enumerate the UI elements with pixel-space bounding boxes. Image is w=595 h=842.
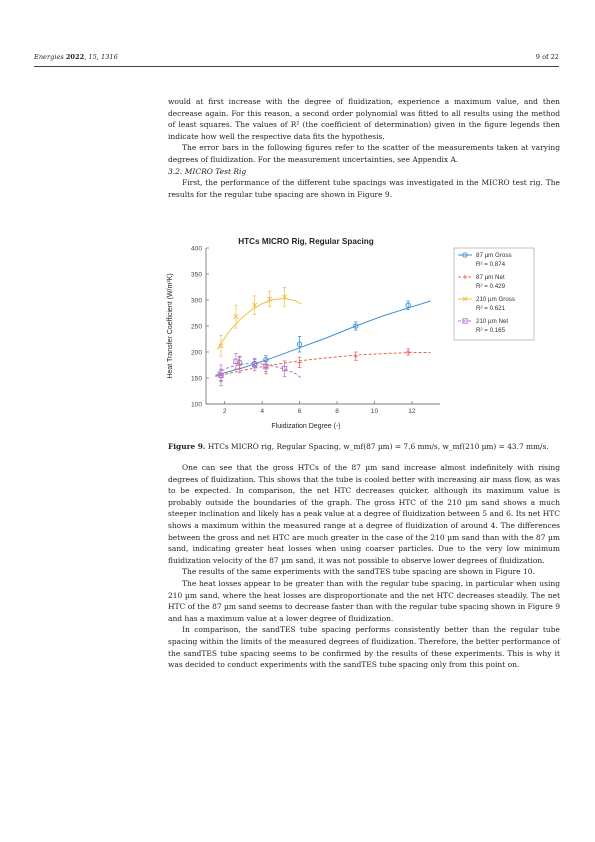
legend-r2: R² = 0.874 bbox=[476, 261, 506, 268]
journal-name: Energies bbox=[34, 53, 64, 61]
x-tick-label: 8 bbox=[335, 408, 339, 415]
legend-series-name: 87 µm Net bbox=[476, 274, 505, 281]
fit-line bbox=[215, 301, 430, 375]
legend-series-name: 210 µm Gross bbox=[476, 296, 515, 303]
journal-citation: Energies 2022, 15, 1316 bbox=[34, 53, 118, 61]
legend-series-name: 87 µm Gross bbox=[476, 252, 512, 259]
page-header bbox=[34, 53, 559, 65]
y-tick-label: 100 bbox=[190, 401, 202, 409]
fit-line bbox=[215, 353, 430, 377]
figure-label: Figure 9. bbox=[168, 442, 206, 451]
body-text-top bbox=[168, 96, 560, 200]
paragraph: First, the performance of the different tube spacings was investigated in the MICRO test rig. The results for the regular tube spacing are shown in Figure 9. bbox=[168, 178, 560, 199]
plot-area bbox=[191, 245, 440, 415]
y-tick-label: 150 bbox=[190, 375, 202, 383]
figure-caption bbox=[168, 442, 560, 452]
y-tick-label: 350 bbox=[190, 271, 202, 279]
data-point bbox=[354, 354, 358, 358]
page-number: 9 of 22 bbox=[535, 53, 559, 61]
paragraph: One can see that the gross HTCs of the 87 µm sand increase almost indefinitely with rising degrees of fluidization. This shows that the tube is cooled better with increasing air mass flow, as was to be expected. In comparison, the net HTC decreases quicker, although its maximum value is probably outside the boundaries of the graph. The gross HTC of the 210 µm sand shows a much steeper inclination and likely has a peak value at a degree of fluidization between 5 and 6. Its net HTC shows a maximum within the measured range at a degree of fluidization of around 4. The differences between the gross and net HTC are much greater in the case of the 210 µm sand than with the 87 µm sand, indicating greater heat losses when using coarser particles. Due to the very low minimum fluidization velocity of the 87 µm sand, it was not possible to observe lower degrees of fluidization. bbox=[168, 463, 560, 565]
figure-9 bbox=[160, 232, 570, 432]
paragraph: The heat losses appear to be greater than with the regular tube spacing, in particular when using 210 µm sand, where the heat losses are disproportionate and the net HTC decreases steadily. The net HTC of the 87 µm sand seems to decrease faster than with the regular tube spacing shown in Figure 9 and has a maximum value at a lower degree of fluidization. bbox=[168, 578, 560, 623]
chart-legend bbox=[454, 248, 534, 340]
y-axis-label: Heat Transfer Coefficient (W/m²K) bbox=[167, 273, 174, 379]
fit-line bbox=[217, 298, 301, 349]
data-point bbox=[406, 350, 410, 354]
paragraph: would at first increase with the degree of fluidization, experience a maximum value, and then decrease again. For this reason, a second order polynomial was fitted to all results using the method of least squares. The values of R² (the coefficient of determination) given in the figure legends then indicate how well the respective data fits the hypothesis. bbox=[168, 97, 560, 141]
y-tick-label: 400 bbox=[190, 245, 202, 253]
legend-r2: R² = 0.429 bbox=[476, 283, 506, 290]
journal-volume: 15 bbox=[88, 53, 97, 61]
y-tick-label: 300 bbox=[190, 297, 202, 305]
body-text-bottom bbox=[168, 462, 560, 671]
paragraph bbox=[168, 142, 560, 165]
x-axis-label: Fluidization Degree (-) bbox=[271, 423, 341, 430]
x-tick-label: 4 bbox=[260, 408, 264, 415]
y-tick-label: 200 bbox=[190, 349, 202, 357]
x-tick-label: 10 bbox=[370, 408, 379, 415]
journal-year: 2022 bbox=[65, 53, 85, 61]
legend-series-name: 210 µm Net bbox=[476, 318, 509, 325]
legend-r2: R² = 0.621 bbox=[476, 305, 506, 312]
fit-line bbox=[217, 363, 301, 378]
paragraph: In comparison, the sandTES tube spacing performs consistently better than the regular tube spacing within the limits of the measured degrees of fluidization. Therefore, the better performance of the sandTES tube spacing seems to be confirmed by the results of these experiments. This is why it was decided to conduct experiments with the sandTES tube spacing only from this point on. bbox=[168, 625, 560, 670]
htc-chart bbox=[160, 232, 570, 432]
figure-caption-text: HTCs MICRO rig, Regular Spacing, w_mf(87 µm) = 7.6 mm/s, w_mf(210 µm) = 43.7 mm/s. bbox=[207, 442, 549, 451]
x-tick-label: 6 bbox=[297, 408, 302, 415]
x-tick-label: 2 bbox=[222, 408, 227, 415]
y-tick-label: 250 bbox=[190, 323, 202, 331]
header-divider bbox=[34, 66, 559, 67]
x-tick-label: 12 bbox=[408, 408, 416, 415]
paragraph-text: The error bars in the following figures refer to the scatter of the measurements taken at varying degrees of fluidization. For the measurement uncertainties, see Appendix A. bbox=[168, 143, 560, 164]
section-heading: 3.2. MICRO Test Rig bbox=[168, 166, 247, 176]
article-number: 1316 bbox=[101, 53, 118, 61]
paragraph: The results of the same experiments with the sandTES tube spacing are shown in Figure 10. bbox=[182, 567, 535, 577]
chart-title: HTCs MICRO Rig, Regular Spacing bbox=[238, 237, 374, 246]
legend-r2: R² = 0.165 bbox=[476, 327, 506, 334]
